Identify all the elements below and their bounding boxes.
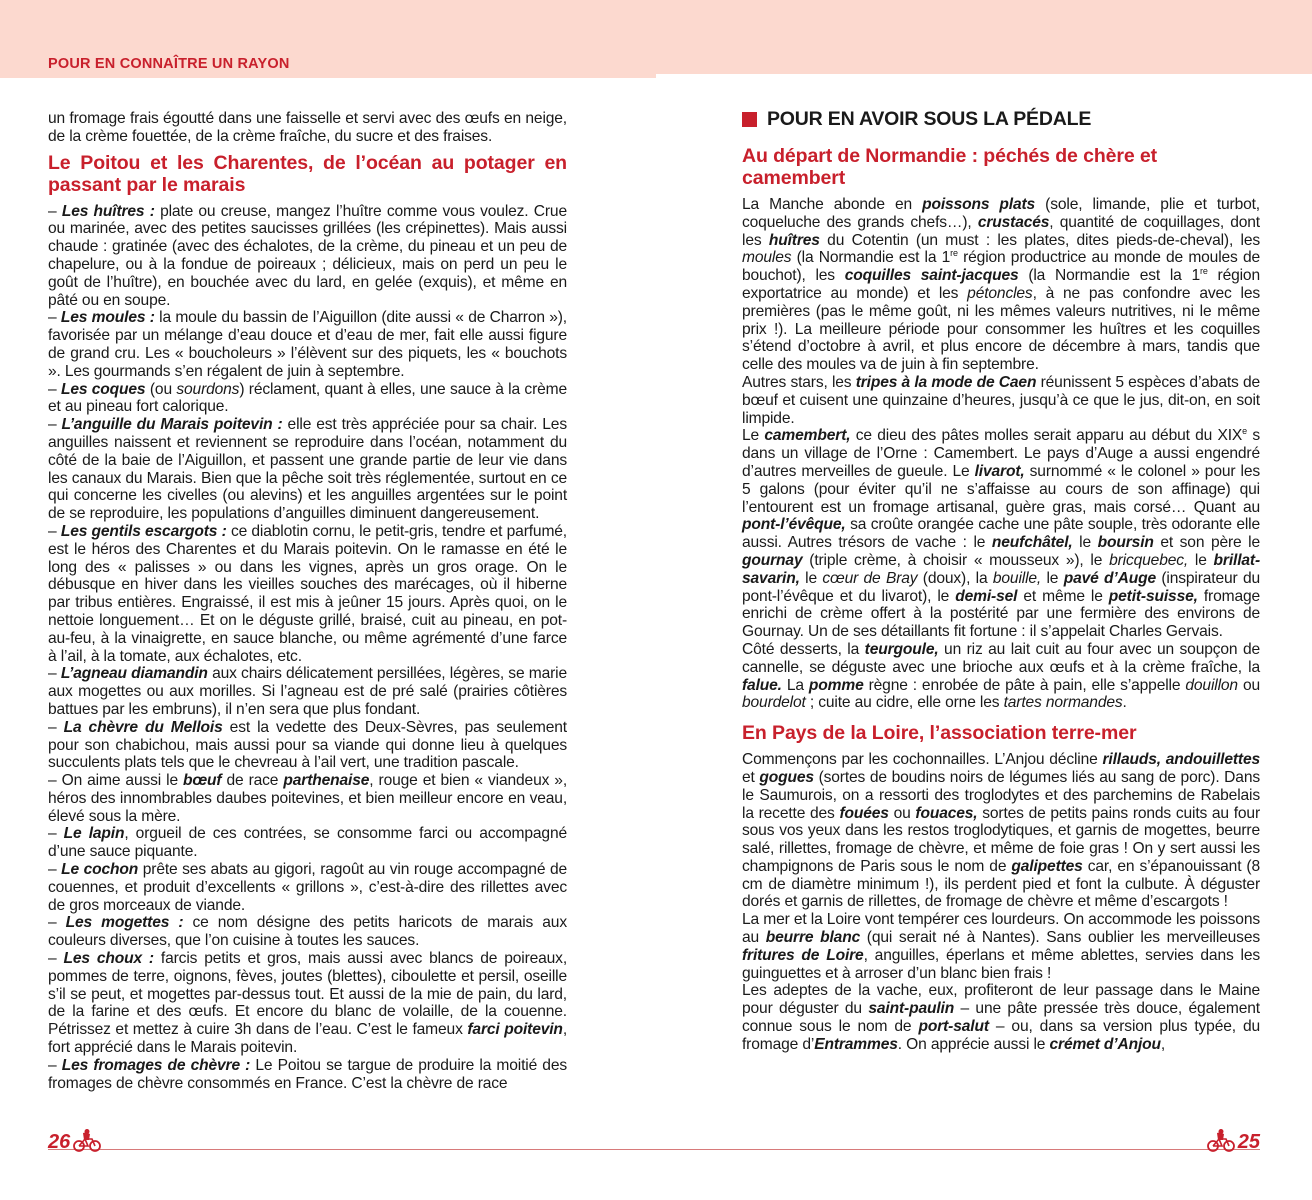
running-head: POUR EN CONNAÎTRE UN RAYON — [48, 56, 290, 72]
section-heading-loire: En Pays de la Loire, l’association terre-mer — [742, 722, 1137, 745]
item-mogettes: – Les mogettes : ce nom désigne des petits haricots de marais aux couleurs diverses, que l’on cuisine à toutes les sauces. — [48, 914, 567, 950]
cyclist-icon — [1206, 1128, 1236, 1152]
item-huitres: – Les huîtres : plate ou creuse, mangez l’huître comme vous voulez. Crue ou marinée, avec des petites saucisses grillées (les crépinettes). Mais aussi chaude : gratinée (avec des échalotes, de la crème, du pineau et un peu de chapelure, ou à la fondue de poireaux ; délicieux, mais on perd un peu le goût de l’huître), en bouchée avec du lard, en gelée (exquis), et même en pâté ou en soupe. — [48, 202, 567, 309]
item-agneau: – L’agneau diamandin aux chairs délicatement persillées, légères, se marie aux mogettes ou aux morilles. Si l’agneau est de pré salé (prairies côtières battues par les embruns), il n’en sera que plus fondant. — [48, 665, 567, 718]
footer-left — [48, 1128, 104, 1152]
paragraph-desserts: Côté desserts, la teurgoule, un riz au lait cuit au four avec un soupçon de cannelle, se déguste avec une brioche aux œufs et à la crème fraîche, la falue. La pomme règne : enrobée de pâte à pain, elle s’appelle douillon ou bourdelot ; cuite au cidre, elle orne les tartes normandes. — [742, 640, 1261, 712]
item-moules: – Les moules : la moule du bassin de l’Aiguillon (dite aussi « de Charron »), favorisée par un mélange d’eau douce et d’eau de mer, fait elle aussi figure de grand cru. Les « boucholeurs » l’élèvent sur des piquets, les « bouchots ». Les gourmands s’en régalent de juin à septembre. — [48, 309, 567, 380]
left-body — [48, 110, 567, 1092]
red-square-icon — [742, 112, 757, 127]
section-heading-normandie: Au départ de Normandie : péchés de chère et camembert — [742, 145, 1158, 189]
paragraph-cochonnailles: Commençons par les cochonnailles. L’Anjou décline rillauds, andouillettes et gogues (sortes de boudins noirs de légumes liés au sang de porc). Dans le Saumurois, on a ressorti des troglodytes et des parchemins de Rabelais la recette des fouées ou fouaces, sortes de petits pains ronds cuits au four sous vos yeux dans les restos troglodytiques, et garnis de mogettes, beurre salé, rillettes, fromage de chèvre, et même de foie gras ! On y sert aussi les champignons de Paris sous le nom de galipettes car, en s’épanouissant (8 cm de diamètre minimum !), ils perdent pied et font la culbute. À déguster dorés et garnis de rillettes, de fromage de chèvre et même d’escargots ! — [742, 751, 1261, 911]
item-anguille: – L’anguille du Marais poitevin : elle est très appréciée pour sa chair. Les anguilles naissent et reviennent se reproduire dans l’océan, notamment du côté de la baie de l’Aiguillon, et passent une grande partie de leur vie dans les canaux du Marais. Bien que la pêche soit très réglementée, surtout en ce qui concerne les civelles (ou alevins) et les anguilles argentées sur le point de se reproduire, les populations d’anguilles diminuent dangereusement. — [48, 416, 567, 523]
paragraph-tripes: Autres stars, les tripes à la mode de Caen réunissent 5 espèces d’abats de bœuf et cuisent une quinzaine d’heures, jusqu’à ce que le jus, dit-on, en soit limpide. — [742, 373, 1260, 427]
header-band-right — [656, 0, 1312, 74]
page-number-left: 26 — [48, 1131, 71, 1153]
footer-rule-right — [656, 1149, 1260, 1150]
cyclist-icon — [72, 1128, 102, 1152]
section-title: POUR EN AVOIR SOUS LA PÉDALE — [742, 108, 1260, 131]
right-page — [742, 108, 1260, 1054]
paragraph-mer-loire: La mer et la Loire vont tempérer ces lourdeurs. On accommode les poissons au beurre blanc (qui serait né à Nantes). Sans oublier les merveilleuses fritures de Loire, anguilles, éperlans et même ablettes, servies dans les guinguettes et à arroser d’un blanc bien frais ! — [742, 911, 1260, 982]
item-choux: – Les choux : farcis petits et gros, mais aussi avec blancs de poireaux, pommes de terre, oignons, fèves, joutes (blettes), ciboulette et persil, oseille s’il se peut, et mogettes par-dessus tout. Et aussi de la mie de pain, du lard, de la farine et des œufs. Et encore du blanc de volaille, de la couenne. Pétrissez et mettez à cuire 3h dans de l’eau. C’est le fameux farci poitevin, fort apprécié dans le Marais poitevin. — [48, 950, 568, 1057]
paragraph-vache-maine: Les adeptes de la vache, eux, profiteront de leur passage dans le Maine pour déguster du saint-paulin – une pâte pressée très douce, également connue sous le nom de port-salut – ou, dans sa version plus typée, du fromage d’Entrammes. On apprécie aussi le crémet d’Anjou, — [742, 982, 1261, 1053]
intro-paragraph: un fromage frais égoutté dans une faisselle et servi avec des œufs en neige, de la crème fouettée, de la crème fraîche, du sucre et des fraises. — [48, 110, 567, 145]
item-cochon: – Le cochon prête ses abats au gigori, ragoût au vin rouge accompagné de couennes, et produit d’excellents « grillons », c’est-à-dire des rillettes avec de gros morceaux de viande. — [48, 861, 567, 914]
footer-rule-left — [48, 1149, 656, 1150]
right-body-loire — [742, 751, 1260, 1054]
item-fromages-chevre: – Les fromages de chèvre : Le Poitou se targue de produire la moitié des fromages de chèvre consommés en France. C’est la chèvre de race — [48, 1056, 567, 1092]
item-coques: – Les coques (ou sourdons) réclament, quant à elles, une sauce à la crème et au pineau fort calorique. — [48, 380, 567, 416]
item-boeuf: – On aime aussi le bœuf de race parthenaise, rouge et bien « viandeux », héros des innombrables daubes poitevines, et bien meilleur encore en veau, élevé sous la mère. — [48, 772, 568, 825]
footer-right — [1204, 1128, 1260, 1152]
item-escargots: – Les gentils escargots : ce diablotin cornu, le petit-gris, tendre et parfumé, est le héros des Charentes et du Marais poitevin. On le ramasse en été le long des « palisses » ou dans les vignes, après un gros orage. On le débusque en hiver dans les vieilles souches des marécages, où il hiberne par tribus entières. Engraissé, il est mis à jeûner 15 jours. Après quoi, on le nettoie longuement… Et on le déguste grillé, braisé, cuit au pineau, en pot-au-feu, à la vinaigrette, en sauce blanche, ou même agrémenté d’une farce à l’ail, à la tomate, aux échalotes, etc. — [48, 522, 567, 665]
item-lapin: – Le lapin, orgueil de ces contrées, se consomme farci ou accompagné d’une sauce piquante. — [48, 825, 567, 861]
paragraph-manche: La Manche abonde en poissons plats (sole, limande, plie et turbot, coqueluche des grands chefs…), crustacés, quantité de coquillages, dont les huîtres du Cotentin (un must : les plates, dites pieds-de-cheval), les moules (la Normandie est la 1re région productrice au monde de moules de bouchot), les coquilles saint-jacques (la Normandie est la 1re région exportatrice au monde) et les pétoncles, à ne pas confondre avec les premières (pas le même goût, ni les mêmes valeurs nutritives, ni le même prix !). La meilleure période pour consommer les huîtres et les coquilles s’étend d’octobre à avril, et plus encore de décembre à mars, tandis que celle des moules va de juin à fin septembre. — [742, 196, 1260, 374]
section-heading-poitou: Le Poitou et les Charentes, de l’océan au potager en passant par le marais — [48, 151, 567, 196]
left-page — [48, 110, 567, 1092]
paragraph-camembert: Le camembert, ce dieu des pâtes molles serait apparu au début du XIXe s dans un village de l’Orne : Camembert. Le pays d’Auge a aussi engendré d’autres merveilles de gueule. Le livarot, surnommé « le colonel » pour les 5 galons (pour éviter qu’il ne s’affaisse au cours de son affinage) qui l’entourent est un fromage artisanal, guère gras, mais corsé… Quant au pont-l’évêque, sa croûte orangée cache une pâte souple, très odorante elle aussi. Autres trésors de vache : le neufchâtel, le boursin et son père le gournay (triple crème, à choisir « mousseux »), le bricquebec, le brillat-savarin, le cœur de Bray (doux), la bouille, le pavé d’Auge (inspirateur du pont-l’évêque et du livarot), le demi-sel et même le petit-suisse, fromage enrichi de crème offert à la postérité par une fermière des environs de Gournay. Un de ses détaillants fit fortune : il s’appelait Charles Gervais. — [742, 426, 1261, 641]
item-chevre-mellois: – La chèvre du Mellois est la vedette des Deux-Sèvres, pas seulement pour son chabichou, mais aussi pour sa viande qui donne lieu à quelques succulents plats tels que le chevreau à l’ail vert, une tradition pascale. — [48, 718, 567, 772]
right-body — [742, 196, 1260, 712]
page-number-right: 25 — [1237, 1131, 1260, 1153]
